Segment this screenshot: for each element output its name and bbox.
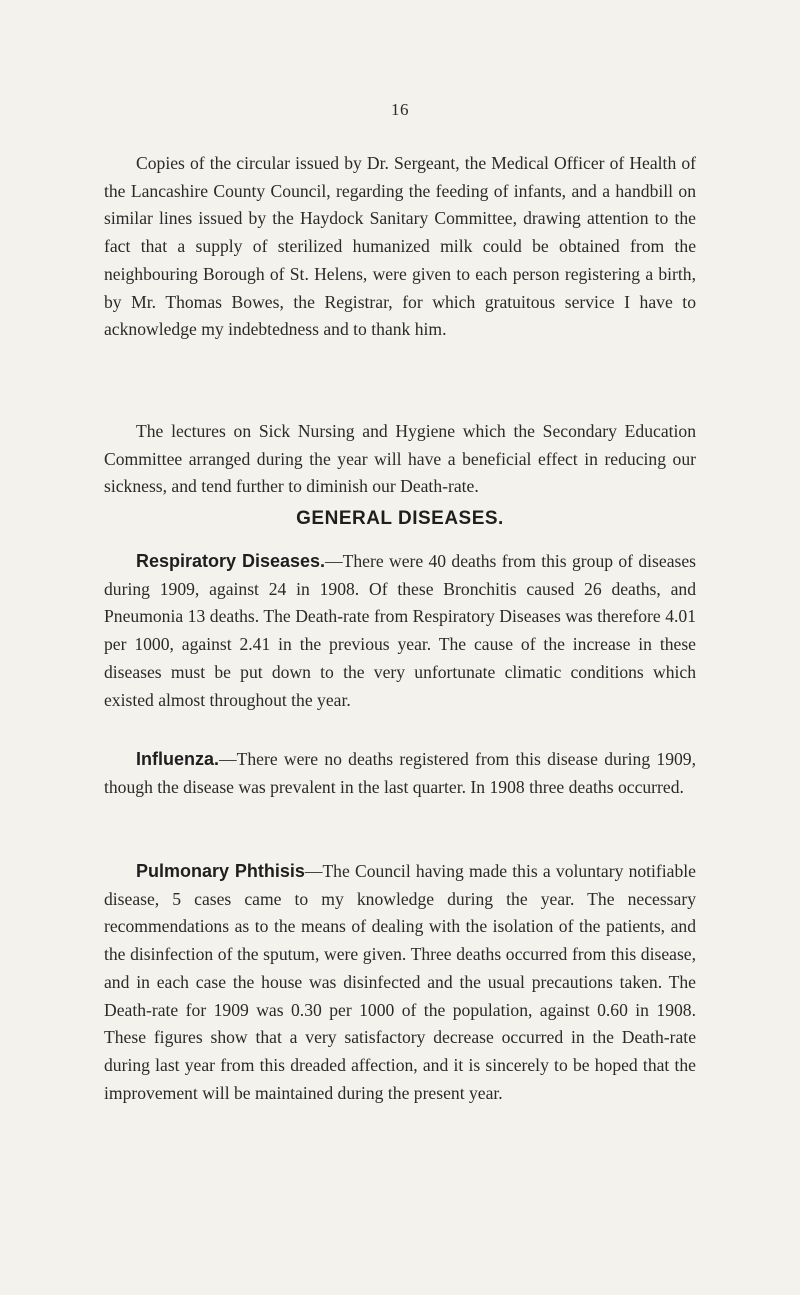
section-heading: GENERAL DISEASES.	[296, 508, 504, 529]
paragraph-respiratory-diseases	[104, 548, 696, 714]
paragraph-lectures	[104, 418, 696, 501]
paragraph-body: —The Council having made this a voluntary notifiable disease, 5 cases came to my knowledge during the year. The necessary recommendations as to the means of dealing with the isolation of the patients, and the disinfection of the sputum, were given. Three deaths occurred from this disease, and in each case the house was disinfected and the usual precautions taken. The Death-rate for 1909 was 0.30 per 1000 of the population, against 0.60 in 1908. These figures show that a very satisfactory decrease occurred in the Death-rate during last year from this dreaded affection, and it is sincerely to be hoped that the improvement will be maintained during the present year.	[104, 861, 696, 1103]
paragraph-influenza	[104, 746, 696, 801]
page-number: 16	[391, 100, 409, 119]
run-in-heading: Respiratory Diseases.	[136, 551, 326, 571]
paragraph-body: —There were 40 deaths from this group of diseases during 1909, against 24 in 1908. Of these Bronchitis caused 26 deaths, and Pneumonia 13 deaths. The Death-rate from Respiratory Diseases was therefore 4.01 per 1000, against 2.41 in the previous year. The cause of the increase in these diseases must be put down to the very unfortunate climatic conditions which existed almost throughout the year.	[104, 551, 697, 710]
paragraph-text: The lectures on Sick Nursing and Hygiene which the Secondary Education Committee arranged during the year will have a beneficial effect in reducing our sickness, and tend further to diminish our Death-rate.	[104, 421, 696, 497]
paragraph-circular-copies	[104, 150, 696, 344]
paragraph-body: —There were no deaths registered from this disease during 1909, though the disease was prevalent in the last quarter. In 1908 three deaths occurred.	[104, 749, 696, 797]
paragraph-text	[104, 746, 696, 801]
run-in-heading: Influenza.	[136, 749, 220, 769]
paragraph-text	[104, 858, 696, 1107]
paragraph-text	[104, 548, 696, 714]
paragraph-text: Copies of the circular issued by Dr. Sergeant, the Medical Officer of Health of the Lancashire County Council, regarding the feeding of infants, and a handbill on similar lines issued by the Haydock Sanitary Committee, drawing attention to the fact that a supply of sterilized humanized milk could be obtained from the neighbouring Borough of St. Helens, were given to each person registering a birth, by Mr. Thomas Bowes, the Registrar, for which gratuitous service I have to acknowledge my indebtedness and to thank him.	[104, 153, 696, 340]
paragraph-pulmonary-phthisis	[104, 858, 696, 1107]
run-in-heading: Pulmonary Phthisis	[136, 861, 305, 881]
